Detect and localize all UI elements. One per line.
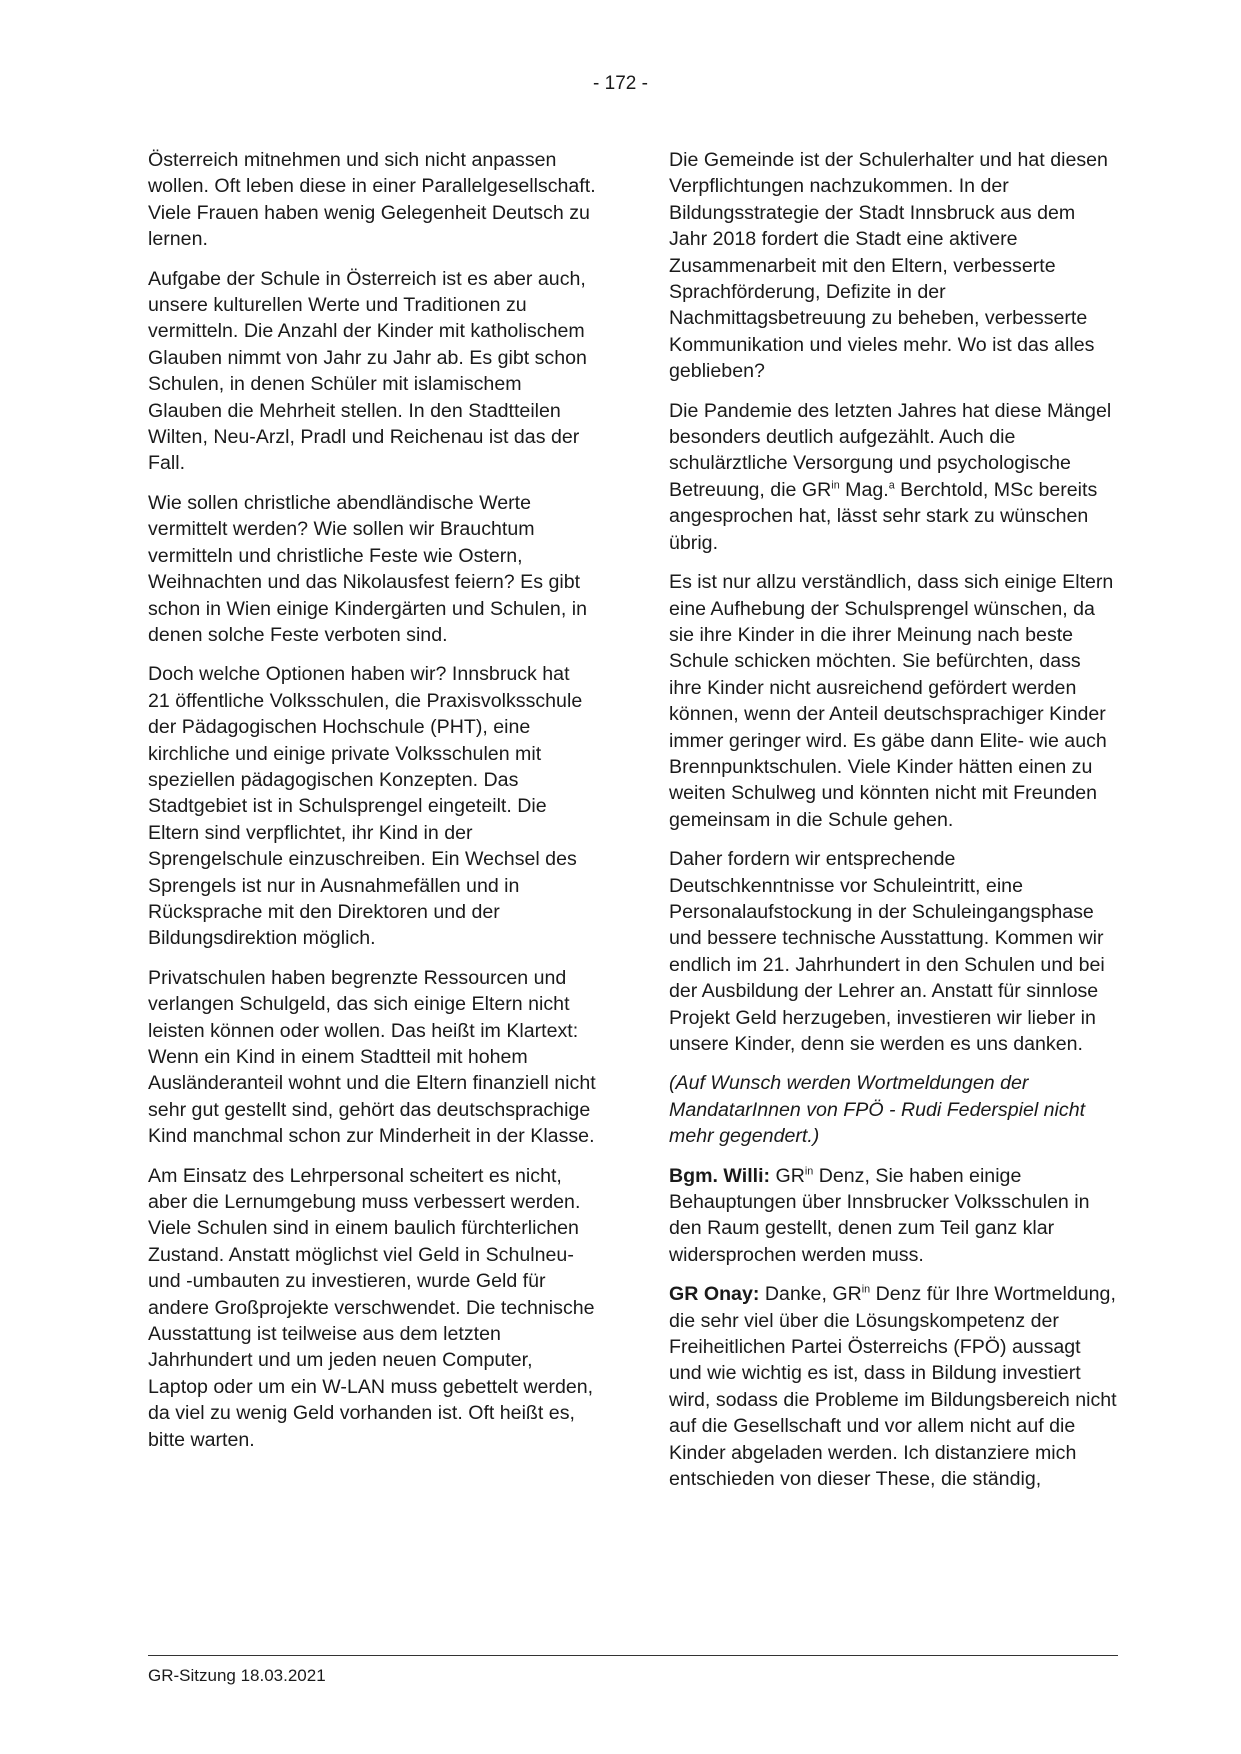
- footer-divider: [148, 1655, 1118, 1656]
- paragraph: Aufgabe der Schule in Österreich ist es aber auch, unsere kulturellen Werte und Traditionen zu vermitteln. Die Anzahl der Kinder mit katholischem Glauben nimmt von Jahr zu Jahr ab. Es gibt schon Schulen, in denen Schüler mit islamischem Glauben die Mehrheit stellen. In den Stadtteilen Wilten, Neu-Arzl, Pradl und Reichenau ist das der Fall.: [148, 267, 587, 475]
- superscript: in: [861, 1283, 871, 1296]
- page-number: - 172 -: [593, 73, 648, 94]
- footer-session-date: GR-Sitzung 18.03.2021: [148, 1666, 326, 1685]
- paragraph: Die Gemeinde ist der Schulerhalter und hat diesen Verpflichtungen nachzukommen. In der Bildungsstrategie der Stadt Innsbruck aus dem Jahr 2018 fordert die Stadt eine aktivere Zusammenarbeit mit den Eltern, verbesserte Sprachförderung, Defizite in der Nachmittagsbetreuung zu beheben, verbesserte Kommunikation und vieles mehr. Wo ist das alles geblieben?: [669, 149, 1108, 383]
- paragraph: Privatschulen haben begrenzte Ressourcen und verlangen Schulgeld, das sich einige Eltern nicht leisten können oder wollen. Das heißt im Klartext: Wenn ein Kind in einem Stadtteil mit hohem Ausländeranteil wohnt und die Eltern finanziell nicht sehr gut gestellt sind, gehört das deutschsprachige Kind manchmal schon zur Minderheit in der Klasse.: [148, 966, 596, 1148]
- speaker-name: GR Onay:: [669, 1283, 760, 1306]
- superscript: a: [888, 479, 895, 492]
- text-run: Denz für Ihre Wortmeldung, die sehr viel über die Lösungskompetenz der Freiheitlichen Partei Österreichs (FPÖ) aussagt und wie wichtig es ist, dass in Bildung investiert wird, sodass die Probleme im Bildungsbereich nicht auf die Gesellschaft und vor allem nicht auf die Kinder abgeladen werden. Ich distanziere mich entschieden von dieser These, die ständig,: [669, 1283, 1117, 1491]
- left-column: [148, 147, 596, 1466]
- speaker-name: Bgm. Willi:: [669, 1164, 771, 1187]
- paragraph: Wie sollen christliche abendländische Werte vermittelt werden? Wie sollen wir Brauchtum vermitteln und christliche Feste wie Ostern, Weihnachten und das Nikolausfest feiern? Es gibt schon in Wien einige Kindergärten und Schulen, in denen solche Feste verboten sind.: [148, 491, 587, 646]
- text-run: Mag.: [839, 478, 889, 501]
- editorial-note: (Auf Wunsch werden Wortmeldungen der MandatarInnen von FPÖ - Rudi Federspiel nicht mehr gegendert.): [669, 1072, 1086, 1148]
- text-run: GR: [770, 1164, 805, 1187]
- speech-bgm-willi: [669, 1163, 1117, 1269]
- text-run: Danke, GR: [759, 1283, 862, 1306]
- paragraph-pandemic: [669, 398, 1117, 556]
- text-run: Die Pandemie des letzten Jahres hat diese Mängel besonders deutlich aufgezählt. Auch die schulärztliche Versorgung und psychologische Betreuung, die GR: [669, 399, 1112, 501]
- superscript: in: [831, 479, 840, 492]
- text-run: Berchtold, MSc bereits angesprochen hat, lässt sehr stark zu wünschen übrig.: [669, 478, 1098, 554]
- paragraph: Am Einsatz des Lehrpersonal scheitert es nicht, aber die Lernumgebung muss verbessert werden. Viele Schulen sind in einem baulich fürchterlichen Zustand. Anstatt möglichst viel Geld in Schulneu- und -umbauten zu investieren, wurde Geld für andere Großprojekte verschwendet. Die technische Ausstattung ist teilweise aus dem letzten Jahrhundert und um jeden neuen Computer, Laptop oder um ein W-LAN muss gebettelt werden, da viel zu wenig Geld vorhanden ist. Oft heißt es, bitte warten.: [148, 1164, 595, 1451]
- text-run: Denz, Sie haben einige Behauptungen über Innsbrucker Volksschulen in den Raum gestellt, denen zum Teil ganz klar widersprochen werden muss.: [669, 1164, 1090, 1266]
- superscript: in: [804, 1165, 814, 1178]
- right-column: [669, 147, 1117, 1506]
- paragraph: Österreich mitnehmen und sich nicht anpassen wollen. Oft leben diese in einer Parallelgesellschaft. Viele Frauen haben wenig Gelegenheit Deutsch zu lernen.: [148, 149, 596, 251]
- paragraph: Es ist nur allzu verständlich, dass sich einige Eltern eine Aufhebung der Schulsprengel wünschen, da sie ihre Kinder in die ihrer Meinung nach beste Schule schicken möchten. Sie befürchten, dass ihre Kinder nicht ausreichend gefördert werden können, wenn der Anteil deutschsprachiger Kinder immer geringer wird. Es gäbe dann Elite- wie auch Brennpunktschulen. Viele Kinder hätten einen zu weiten Schulweg und könnten nicht mit Freunden gemeinsam in die Schule gehen.: [669, 571, 1114, 831]
- speech-gr-onay: [669, 1281, 1117, 1492]
- paragraph: Daher fordern wir entsprechende Deutschkenntnisse vor Schuleintritt, eine Personalaufstockung in der Schuleingangsphase und bessere technische Ausstattung. Kommen wir endlich im 21. Jahrhundert in den Schulen und bei der Ausbildung der Lehrer an. Anstatt für sinnlose Projekt Geld herzugeben, investieren wir lieber in unsere Kinder, denn sie werden es uns danken.: [669, 848, 1105, 1055]
- paragraph: Doch welche Optionen haben wir? Innsbruck hat 21 öffentliche Volksschulen, die Praxisvolksschule der Pädagogischen Hochschule (PHT), eine kirchliche und einige private Volksschulen mit speziellen pädagogischen Konzepten. Das Stadtgebiet ist in Schulsprengel eingeteilt. Die Eltern sind verpflichtet, ihr Kind in der Sprengelschule einzuschreiben. Ein Wechsel des Sprengels ist nur in Ausnahmefällen und in Rücksprache mit den Direktoren und der Bildungsdirektion möglich.: [148, 663, 583, 950]
